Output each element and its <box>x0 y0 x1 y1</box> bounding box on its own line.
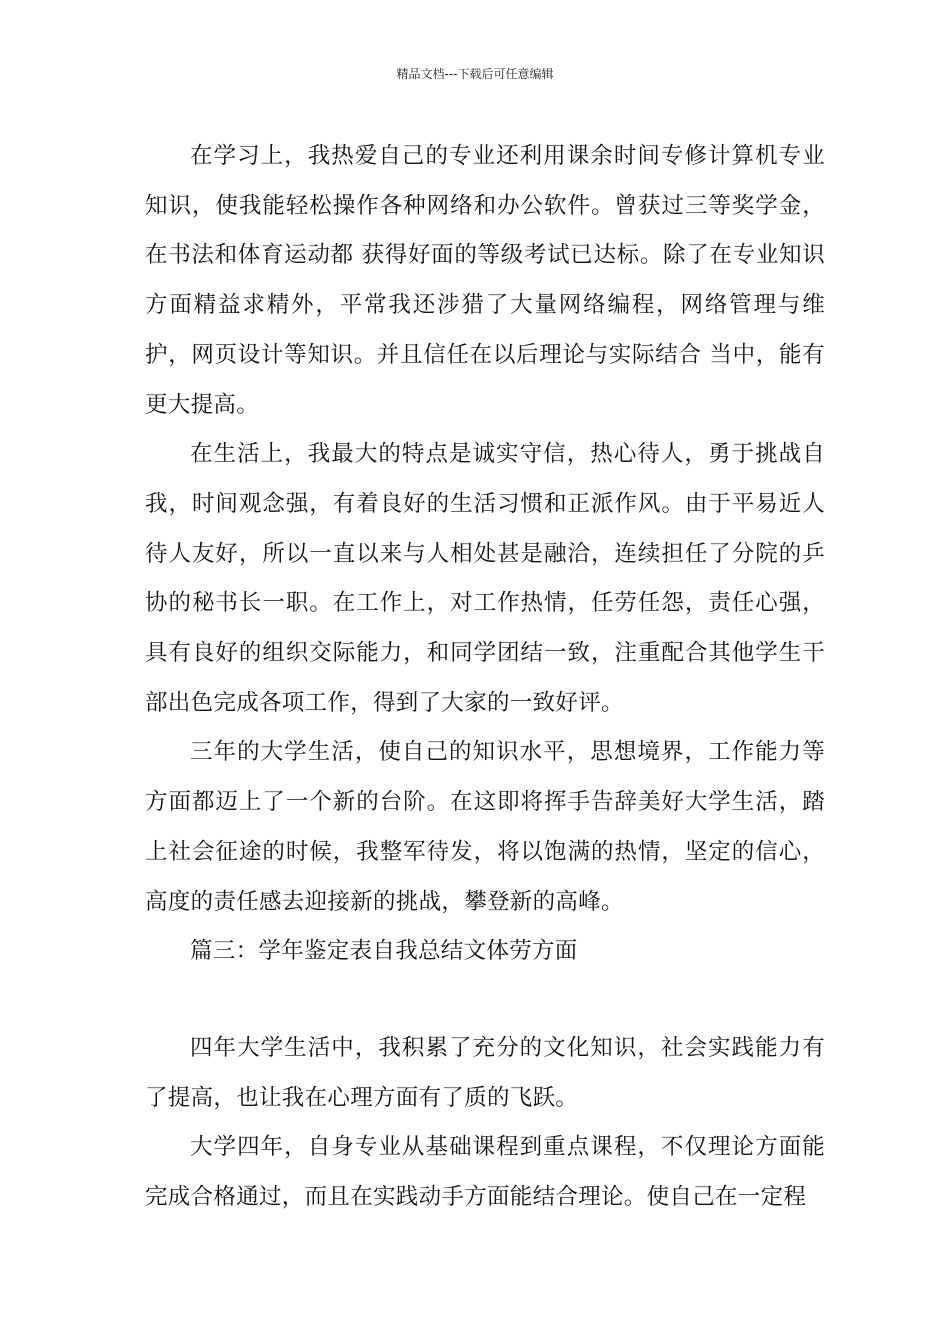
page-header: 精品文档---下载后可任意编辑 <box>396 67 554 81</box>
document-body <box>145 132 825 1223</box>
paragraph-study: 在学习上，我热爱自己的专业还利用课余时间专修计算机专业知识，使我能轻松操作各种网络和办公软件。曾获过三等奖学金，在书法和体育运动都 获得好面的等级考试已达标。除了在专业知识方面精益求精外，平常我还涉猎了大量网络编程，网络管理与维护，网页设计等知识。并且信任在以后理论与实际结合 当中，能有更大提高。 <box>145 143 825 418</box>
section-gap <box>145 977 825 1024</box>
section-title: 篇三：学年鉴定表自我总结文体劳方面 <box>190 938 578 965</box>
paragraph-life: 在生活上，我最大的特点是诚实守信，热心待人，勇于挑战自我，时间观念强，有着良好的生活习惯和正派作风。由于平易近人待人友好，所以一直以来与人相处甚是融洽，连续担任了分院的乒协的秘书长一职。在工作上，对工作热情，任劳任怨，责任心强，具有良好的组织交际能力，和同学团结一致，注重配合其他学生干部出色完成各项工作，得到了大家的一致好评。 <box>145 441 825 716</box>
paragraph-four-years: 四年大学生活中，我积累了充分的文化知识，社会实践能力有了提高，也让我在心理方面有了质的飞跃。 <box>145 1034 825 1111</box>
paragraph-three-years: 三年的大学生活，使自己的知识水平，思想境界，工作能力等方面都迈上了一个新的台阶。在这即将挥手告辞美好大学生活，踏上社会征途的时候，我整军待发，将以饱满的热情，坚定的信心，高度的责任感去迎接新的挑战，攀登新的高峰。 <box>145 739 825 915</box>
paragraph-major-courses: 大学四年，自身专业从基础课程到重点课程，不仅理论方面能完成合格通过，而且在实践动手方面能结合理论。使自己在一定程 <box>145 1134 825 1211</box>
